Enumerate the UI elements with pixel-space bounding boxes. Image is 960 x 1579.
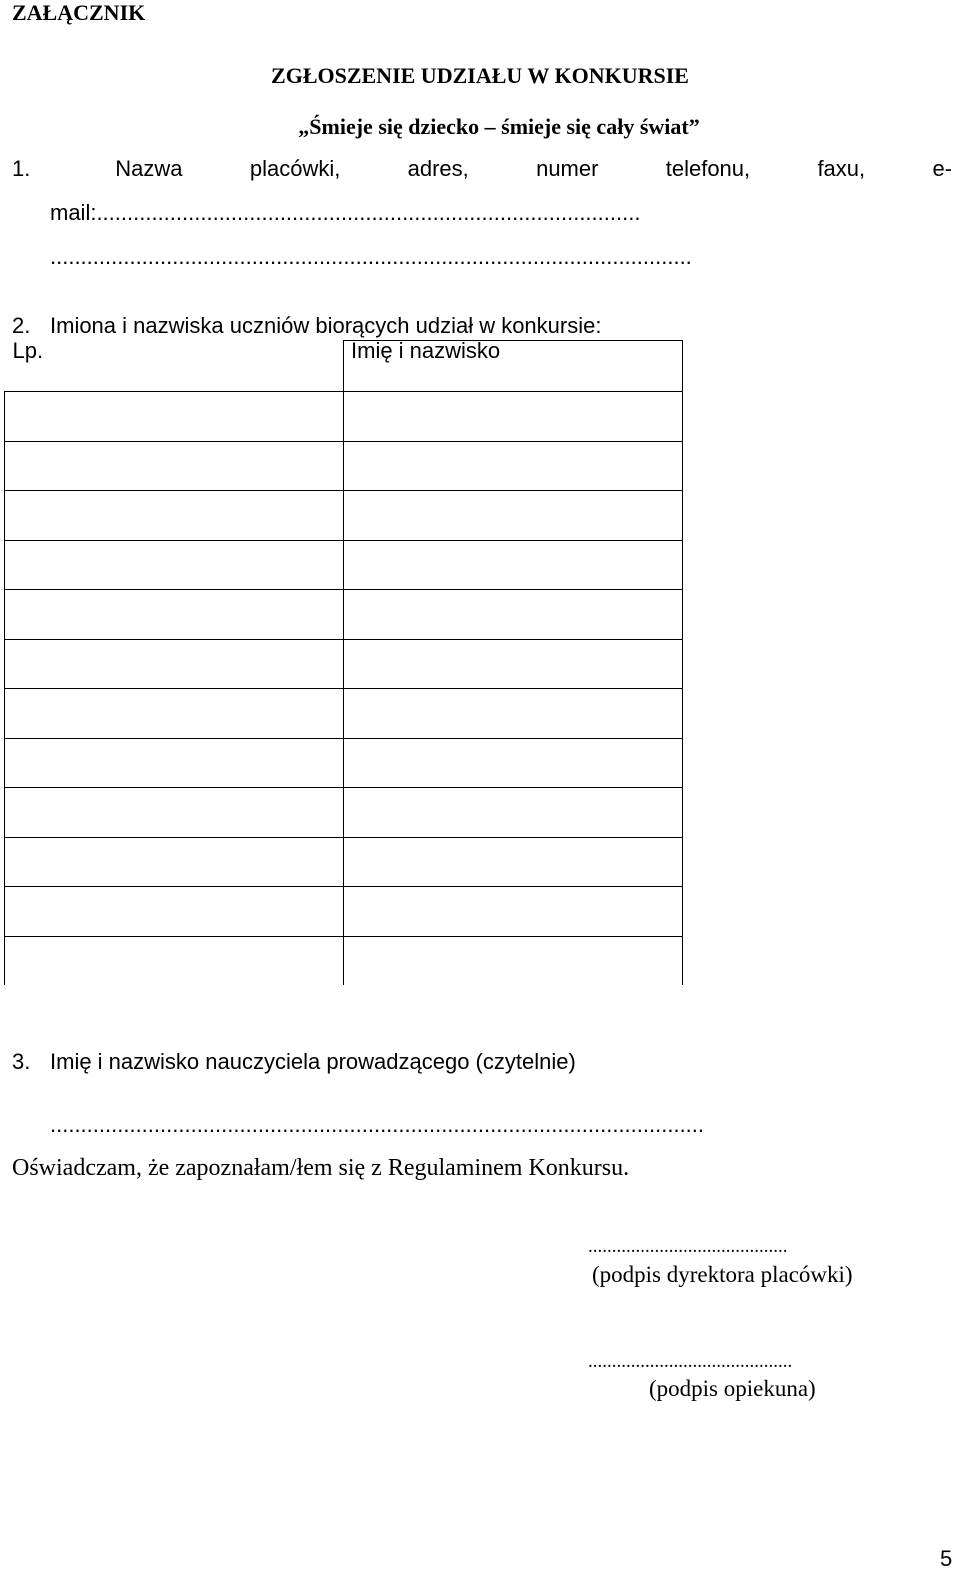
section1-word: e-: [932, 156, 952, 181]
table-row: [5, 590, 683, 640]
section1-line: [12, 155, 952, 183]
section1-word: numer: [536, 156, 599, 181]
table-header-row: [5, 341, 683, 392]
lp-cell[interactable]: [5, 639, 344, 689]
director-signature-label: (podpis dyrektora placówki): [592, 1262, 853, 1287]
lp-cell[interactable]: [5, 540, 344, 590]
lp-cell[interactable]: [5, 887, 344, 937]
name-cell[interactable]: [344, 590, 683, 640]
name-cell[interactable]: [344, 491, 683, 541]
contest-name: „Śmieje się dziecko – śmieje się cały świat”: [298, 114, 700, 139]
lp-cell[interactable]: [5, 837, 344, 887]
name-cell[interactable]: [344, 540, 683, 590]
header-lp: [5, 337, 344, 392]
header-name: [344, 338, 683, 392]
lp-cell[interactable]: [5, 491, 344, 541]
name-cell[interactable]: [344, 639, 683, 689]
table-row: [5, 689, 683, 739]
name-cell[interactable]: [344, 936, 683, 985]
section3-number: 3.: [12, 1049, 31, 1074]
section2-text: Imiona i nazwiska uczniów biorących udział w konkursie:: [50, 313, 602, 338]
participants-table: [4, 337, 683, 985]
table-row: [5, 639, 683, 689]
director-signature-line: ..........................................: [588, 1236, 788, 1257]
section3-text: Imię i nazwisko nauczyciela prowadzącego (czytelnie): [50, 1049, 576, 1074]
name-cell[interactable]: [344, 738, 683, 788]
lp-cell[interactable]: [5, 392, 344, 442]
lp-cell[interactable]: [5, 590, 344, 640]
form-title: ZGŁOSZENIE UDZIAŁU W KONKURSIE: [271, 63, 689, 88]
page-number: 5: [940, 1546, 953, 1571]
header-lp-label: Lp.: [12, 337, 44, 363]
section2-number: 2.: [12, 313, 31, 338]
guardian-signature-label: (podpis opiekuna): [649, 1376, 816, 1401]
lp-cell[interactable]: [5, 936, 344, 985]
name-cell[interactable]: [344, 837, 683, 887]
lp-cell[interactable]: [5, 738, 344, 788]
name-cell[interactable]: [344, 689, 683, 739]
lp-cell[interactable]: [5, 689, 344, 739]
name-cell[interactable]: [344, 441, 683, 491]
section1-word: telefonu,: [665, 156, 751, 181]
header-name-label: Imię i nazwisko: [351, 338, 501, 363]
section1-word: Nazwa: [115, 156, 183, 181]
section1-dots-line: .........................................................................................................: [50, 244, 692, 269]
table-row: [5, 491, 683, 541]
section1-number: 1.: [12, 156, 31, 181]
name-cell[interactable]: [344, 788, 683, 838]
table-row: [5, 441, 683, 491]
section3-dots-line: ...........................................................................................................: [50, 1112, 705, 1137]
section1-word: faxu,: [817, 156, 866, 181]
table-row: [5, 540, 683, 590]
lp-cell[interactable]: [5, 441, 344, 491]
table-row: [5, 887, 683, 937]
table-row: [5, 936, 683, 985]
table-row: [5, 392, 683, 442]
name-cell[interactable]: [344, 887, 683, 937]
table-row: [5, 788, 683, 838]
section1-email-line: mail:.........................................................................................: [50, 200, 641, 225]
name-cell[interactable]: [344, 392, 683, 442]
lp-cell[interactable]: [5, 788, 344, 838]
section1-word: adres,: [407, 156, 469, 181]
declaration: Oświadczam, że zapoznałam/łem się z Regulaminem Konkursu.: [12, 1155, 630, 1181]
annex-heading: ZAŁĄCZNIK: [12, 0, 146, 25]
guardian-signature-line: ...........................................: [588, 1351, 793, 1372]
section1-word: placówki,: [249, 156, 341, 181]
table-row: [5, 738, 683, 788]
table-row: [5, 837, 683, 887]
